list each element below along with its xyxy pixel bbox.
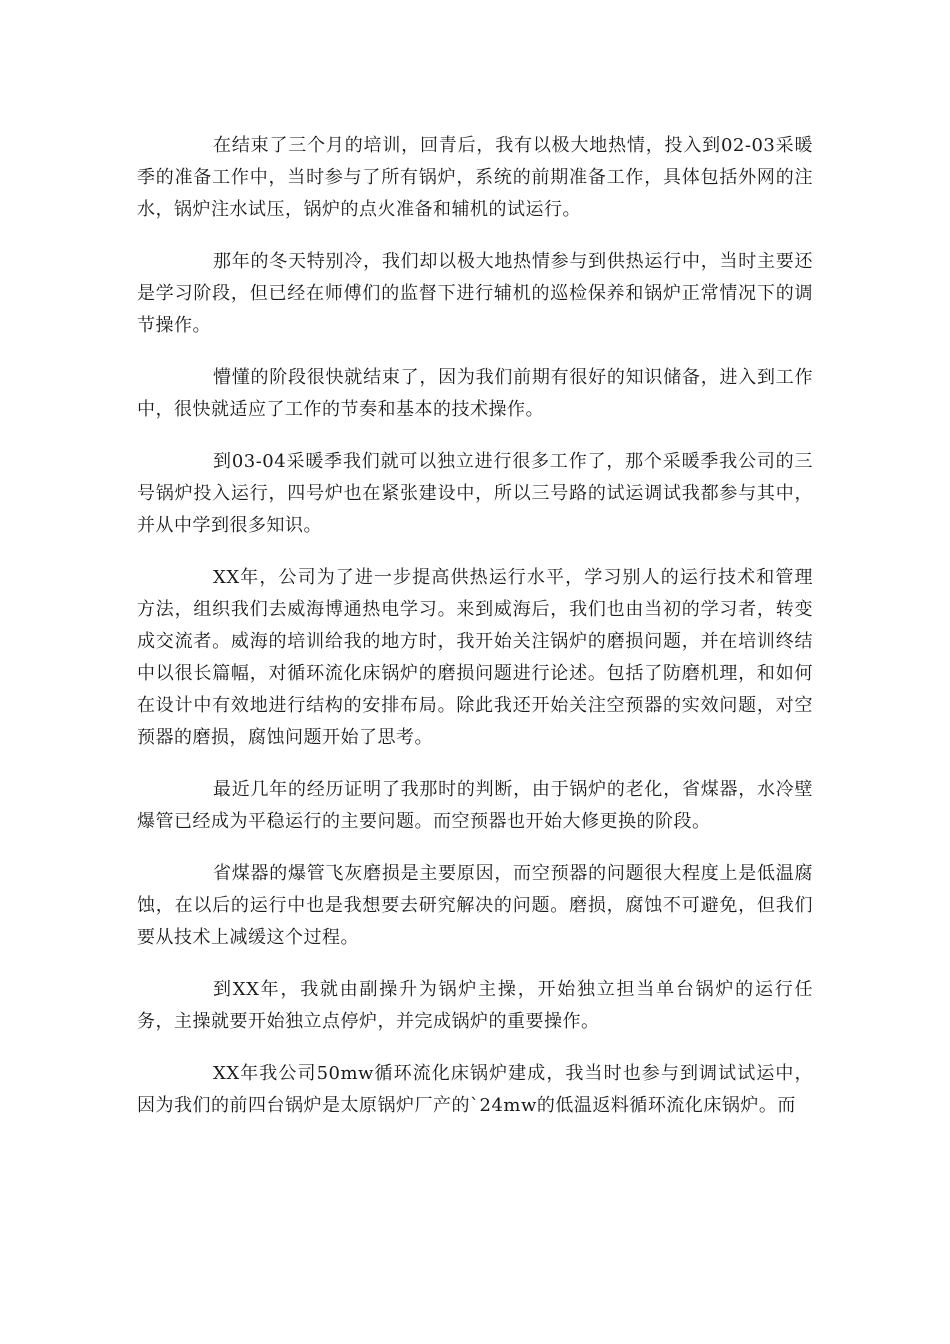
paragraph-3: 懵懂的阶段很快就结束了，因为我们前期有很好的知识储备，进入到工作中，很快就适应了工作的节奏和基本的技术操作。 [137, 367, 813, 420]
paragraph-4: 到03-04采暖季我们就可以独立进行很多工作了，那个采暖季我公司的三号锅炉投入运行，四号炉也在紧张建设中，所以三号路的试运调试我都参与其中，并从中学到很多知识。 [137, 451, 813, 536]
paragraph-2: 那年的冬天特别冷，我们却以极大地热情参与到供热运行中，当时主要还是学习阶段，但已经在师傅们的监督下进行辅机的巡检保养和锅炉正常情况下的调节操作。 [137, 251, 813, 336]
document-body [137, 130, 813, 1142]
paragraph-9: XX年我公司50mw循环流化床锅炉建成，我当时也参与到调试试运中，因为我们的前四台锅炉是太原锅炉厂产的`24mw的低温返料循环流化床锅炉。而 [137, 1063, 813, 1116]
paragraph-7: 省煤器的爆管飞灰磨损是主要原因，而空预器的问题很大程度上是低温腐蚀，在以后的运行中也是我想要去研究解决的问题。磨损，腐蚀不可避免，但我们要从技术上减缓这个过程。 [137, 863, 813, 948]
paragraph-8: 到XX年，我就由副操升为锅炉主操，开始独立担当单台锅炉的运行任务，主操就要开始独立点停炉，并完成锅炉的重要操作。 [137, 979, 813, 1032]
paragraph-1: 在结束了三个月的培训，回青后，我有以极大地热情，投入到02-03采暖季的准备工作中，当时参与了所有锅炉，系统的前期准备工作，具体包括外网的注水，锅炉注水试压，锅炉的点火准备和辅机的试运行。 [137, 135, 813, 220]
paragraph-5: XX年，公司为了进一步提高供热运行水平，学习别人的运行技术和管理方法，组织我们去威海博通热电学习。来到威海后，我们也由当初的学习者，转变成交流者。威海的培训给我的地方时，我开始关注锅炉的磨损问题，并在培训终结中以很长篇幅，对循环流化床锅炉的磨损问题进行论述。包括了防磨机理，和如何在设计中有效地进行结构的安排布局。除此我还开始关注空预器的实效问题，对空预器的磨损，腐蚀问题开始了思考。 [137, 567, 813, 748]
paragraph-6: 最近几年的经历证明了我那时的判断，由于锅炉的老化，省煤器，水冷壁爆管已经成为平稳运行的主要问题。而空预器也开始大修更换的阶段。 [137, 779, 813, 832]
